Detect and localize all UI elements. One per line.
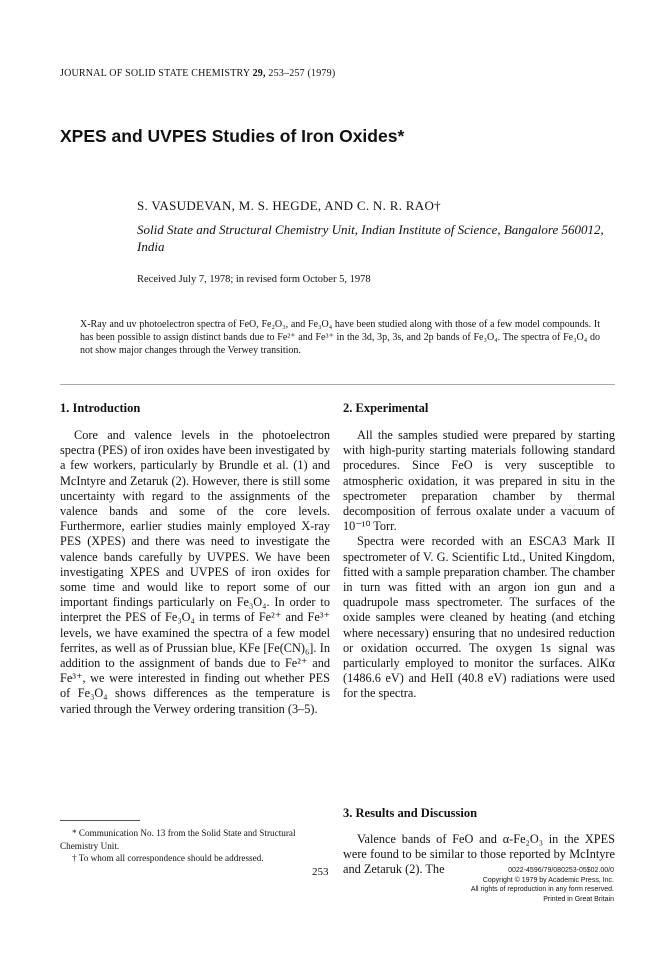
journal-pages-year: 253–257 (1979) bbox=[268, 68, 336, 79]
copyright-printed: Printed in Great Britain bbox=[543, 895, 614, 903]
abstract: X-Ray and uv photoelectron spectra of FeO, Fe₂O₃, and Fe₃O₄ have been studied along with those of a few model compounds. It has been possible to assign distinct bands due to Fe²⁺ and Fe³⁺ in the 3d, 3p, 3s, and 2p bands of Fe₃O₄. The spectra of Fe₃O₄ do not show major changes through the Verwey transition. bbox=[80, 319, 600, 356]
copyright-block bbox=[354, 866, 614, 904]
copyright-code: 0022-4596/79/080253-05$02.00/0 bbox=[508, 867, 614, 874]
page-number: 253 bbox=[312, 866, 329, 878]
experimental-column bbox=[343, 428, 615, 702]
experimental-paragraph-1: All the samples studied were prepared by starting with high-purity starting materials following standard procedures. Since FeO is very susceptible to atmospheric oxidation, it was prepared in situ in the spectrometer preparation chamber by thermal decomposition of ferrous oxalate under a vacuum of 10⁻¹⁰ Torr. bbox=[343, 428, 615, 534]
introduction-heading: 1. Introduction bbox=[60, 401, 141, 415]
copyright-rights: All rights of reproduction in any form reserved. bbox=[470, 886, 614, 893]
copyright-line: Copyright © 1979 by Academic Press, Inc. bbox=[482, 876, 614, 884]
received-dates: Received July 7, 1978; in revised form October 5, 1978 bbox=[137, 274, 371, 285]
experimental-heading: 2. Experimental bbox=[343, 401, 429, 415]
footnote-correspondence: † To whom all correspondence should be addressed. bbox=[72, 853, 264, 863]
footnote-communication: * Communication No. 13 from the Solid State and Structural Chemistry Unit. bbox=[60, 828, 296, 851]
paper-title: XPES and UVPES Studies of Iron Oxides* bbox=[60, 126, 405, 146]
results-paragraph: Valence bands of FeO and α-Fe₂O₃ in the XPES were found to be similar to those reported by McIntyre and Zetaruk (2). The bbox=[343, 832, 615, 877]
authors: S. VASUDEVAN, M. S. HEGDE, AND C. N. R. RAO† bbox=[137, 198, 441, 213]
introduction-paragraph: Core and valence levels in the photoelectron spectra (PES) of iron oxides have been investigated by a few workers, particularly by Brundle et al. (1) and McIntyre and Zetaruk (2). However, there is still some uncertainty with regard to the assignments of the valence bands and some of the core levels. Furthermore, earlier studies mainly employed X-ray PES (XPES) and there was need to investigate the valence bands carefully by UVPES. We have been investigating XPES and UVPES of iron oxides for some time and would like to report some of our important findings particularly on Fe₃O₄. In order to interpret the PES of Fe₃O₄ in terms of Fe²⁺ and Fe³⁺ levels, we have examined the spectra of a few model ferrites, as well as of Prussian blue, KFe [Fe(CN)₆]. In addition to the assignment of bands due to Fe²⁺ and Fe³⁺, we were interested in finding out whether PES of Fe₃O₄ shows differences as the temperature is varied through the Verwey ordering transition (3–5). bbox=[60, 428, 330, 716]
introduction-column bbox=[60, 428, 330, 717]
experimental-paragraph-2: Spectra were recorded with an ESCA3 Mark II spectrometer of V. G. Scientific Ltd., United Kingdom, fitted with a sample preparation chamber. The chamber in turn was fitted with an argon ion gun and a quadrupole mass spectrometer. The surfaces of the oxide samples were cleaned by heating (and etching where necessary) ensuring that no undesired reduction or oxidation occurred. The oxygen 1s signal was particularly employed to monitor the surfaces. AlKα (1486.6 eV) and HeII (40.8 eV) radiations were used for the spectra. bbox=[343, 534, 615, 701]
journal-volume: 29, bbox=[252, 68, 266, 79]
affiliation: Solid State and Structural Chemistry Unit, Indian Institute of Science, Bangalore 560012, India bbox=[137, 222, 604, 254]
results-heading: 3. Results and Discussion bbox=[343, 806, 478, 820]
footnote-rule bbox=[60, 820, 140, 821]
journal-name: JOURNAL OF SOLID STATE CHEMISTRY bbox=[60, 68, 250, 79]
section-divider bbox=[60, 384, 615, 385]
footnotes bbox=[60, 827, 332, 865]
journal-header bbox=[60, 68, 335, 79]
